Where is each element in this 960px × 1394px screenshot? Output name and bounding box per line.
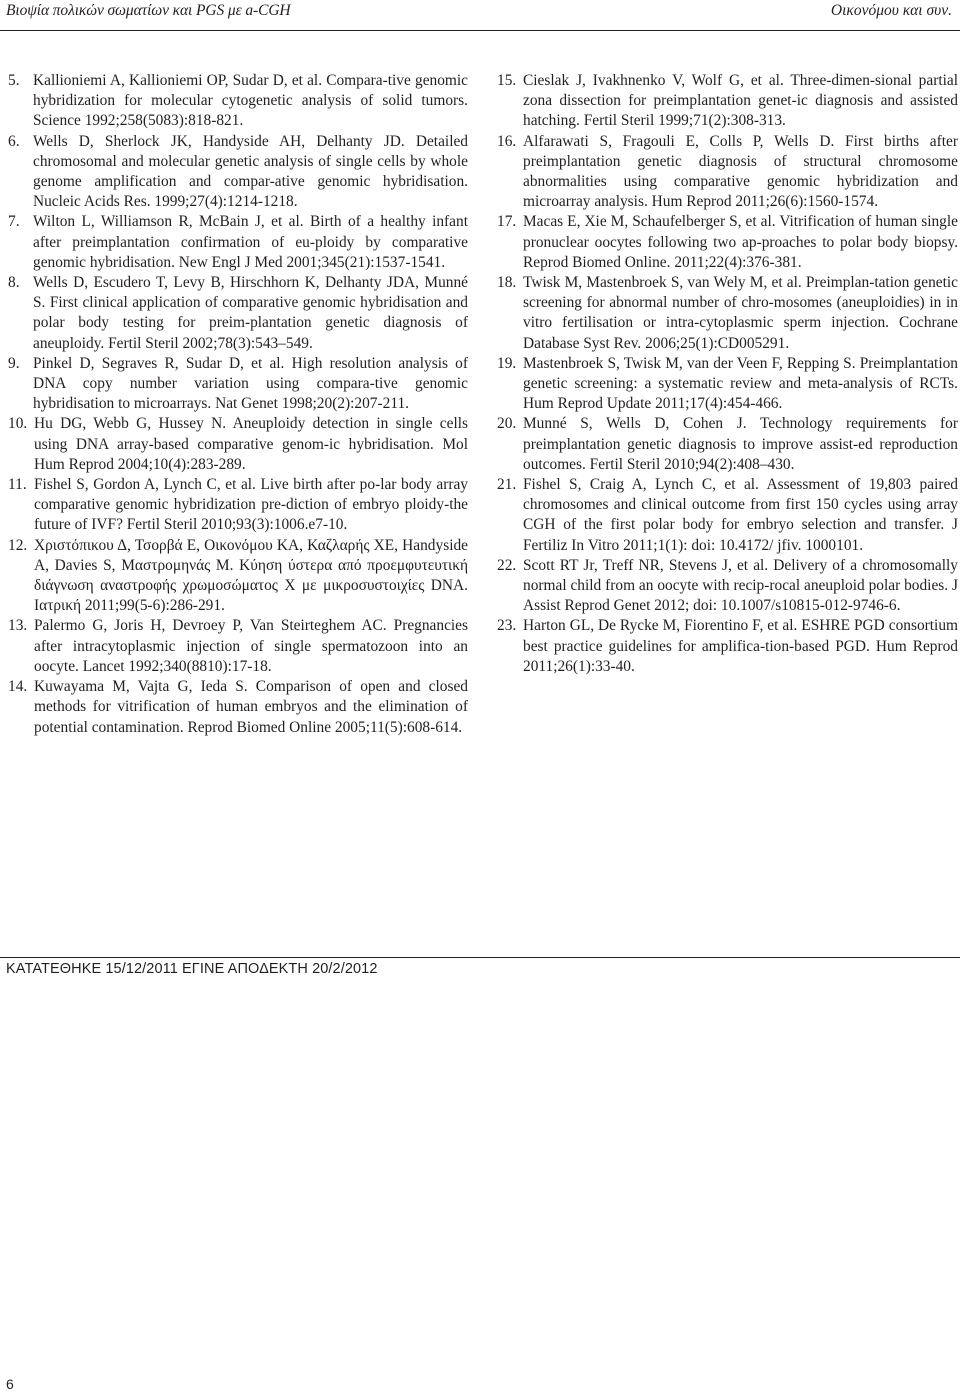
reference-item [8,71,468,132]
reference-text: Fishel S, Craig A, Lynch C, et al. Assessment of 19,803 paired chromosomes and clinical outcome from first 150 cycles using array CGH of the first polar body for embryo selection and transfer. J Fertiliz In Vitro 2011;1(1): doi: 10.4172/ jfiv. 1000101. [523,476,958,554]
reference-text: Wells D, Escudero T, Levy B, Hirschhorn K, Delhanty JDA, Munné S. First clinical application of comparative genomic hybridisation and polar body testing for preim-plantation genetic diagnosis of aneuploidy. Fertil Steril 2002;78(3):543–549. [33,274,468,352]
reference-text: Χριστόπικου Δ, Τσορβά Ε, Οικονόμου ΚΑ, Καζλαρής ΧΕ, Handyside A, Davies S, Μαστρομηνάς Μ. Κύηση ύστερα από προεμφυτευτική διάγνωση αναστροφής χρωμοσώματος Χ με μικροσυστοιχίες DNA. Ιατρική 2011;99(5-6):286-291. [34,536,468,615]
reference-item [497,556,958,617]
reference-text: Munné S, Wells D, Cohen J. Technology requirements for preimplantation genetic diagnosis to improve assist-ed reproduction outcomes. Fertil Steril 2010;94(2):408–430. [523,415,958,473]
reference-number: 8. [8,274,20,292]
reference-text: Palermo G, Joris H, Devroey P, Van Steirteghem AC. Pregnancies after intracytoplasmic injection of single spermatozoon into an oocyte. Lancet 1992;340(8810):17-18. [34,617,468,675]
reference-item [8,414,468,475]
reference-item [497,475,958,556]
running-header-title: Βιοψία πολικών σωματίων και PGS με a-CGH [6,2,291,19]
reference-item [497,132,958,213]
reference-number: 5. [8,72,20,89]
reference-number: 17. [497,213,517,231]
references-left-column [8,71,468,738]
reference-text: Kuwayama M, Vajta G, Ieda S. Comparison of open and closed methods for vitrification of human embryos and the elimination of potential contamination. Reprod Biomed Online 2005;11(5):608-614. [34,678,468,736]
reference-item [8,616,468,677]
reference-text: Kallioniemi A, Kallioniemi OP, Sudar D, et al. Compara-tive genomic hybridization for molecular cytogenetic analysis of solid tumors. Science 1992;258(5083):818-821. [33,72,468,130]
reference-text: Cieslak J, Ivakhnenko V, Wolf G, et al. Three-dimen-sional partial zona dissection for preimplantation genet-ic diagnosis and assisted hatching. Fertil Steril 1999;71(2):308-313. [523,72,958,130]
reference-number: 15. [497,72,517,89]
reference-number: 13. [8,617,28,635]
running-header-authors: Οικονόμου και συν. [830,2,952,19]
reference-item [8,475,468,536]
reference-number: 20. [497,415,517,433]
reference-number: 9. [8,354,20,372]
reference-number: 18. [497,274,517,292]
reference-item [8,536,468,617]
header-divider [0,30,960,31]
reference-number: 7. [8,213,20,231]
page-number: 6 [6,1376,14,1392]
footer-divider [0,957,960,958]
reference-number: 11. [8,476,27,494]
reference-text: Harton GL, De Rycke M, Fiorentino F, et al. ESHRE PGD consortium best practice guidelines for amplifica-tion-based PGD. Hum Reprod 2011;26(1):33-40. [523,617,958,675]
reference-number: 10. [8,415,28,433]
reference-number: 22. [497,556,517,574]
reference-text: Hu DG, Webb G, Hussey N. Aneuploidy detection in single cells using DNA array-based comparative genom-ic hybridisation. Mol Hum Reprod 2004;10(4):283-289. [34,415,468,473]
reference-item [8,273,468,354]
references-right-column [497,71,958,677]
reference-text: Pinkel D, Segraves R, Sudar D, et al. High resolution analysis of DNA copy number variation using compara-tive genomic hybridisation to microarrays. Nat Genet 1998;20(2):207-211. [33,354,468,413]
reference-number: 12. [8,536,28,554]
reference-number: 23. [497,617,517,635]
reference-item [497,414,958,475]
reference-text: Scott RT Jr, Treff NR, Stevens J, et al. Delivery of a chromosomally normal child from an oocyte with recip-rocal aneuploid polar bodies. J Assist Reprod Genet 2012; doi: 10.1007/s10815-012-9746-6. [523,556,958,615]
reference-item [497,354,958,415]
reference-item [497,71,958,132]
reference-item [8,677,468,738]
reference-item [8,132,468,213]
reference-item [8,354,468,415]
reference-text: Macas E, Xie M, Schaufelberger S, et al. Vitrification of human single pronuclear oocytes following two ap-proaches to polar body biopsy. Reprod Biomed Online. 2011;22(4):376-381. [523,213,958,271]
reference-text: Mastenbroek S, Twisk M, van der Veen F, Repping S. Preimplantation genetic screening: a systematic review and meta-analysis of RCTs. Hum Reprod Update 2011;17(4):454-466. [523,354,958,413]
reference-number: 16. [497,132,517,150]
reference-number: 21. [497,476,517,494]
submission-dates-note: ΚΑΤΑΤΕΘΗΚΕ 15/12/2011 ΕΓΙΝΕ ΑΠΟΔΕΚΤΗ 20/2/2012 [6,961,378,977]
reference-item [497,212,958,273]
reference-item [497,273,958,354]
reference-number: 19. [497,354,517,372]
reference-text: Twisk M, Mastenbroek S, van Wely M, et al. Preimplan-tation genetic screening for abnormal number of chro-mosomes (aneuploidies) in in vitro fertilisation or intra-cytoplasmic sperm injection. Cochrane Database Syst Rev. 2006;25(1):CD005291. [523,274,958,352]
reference-number: 14. [8,678,28,696]
reference-number: 6. [8,132,20,150]
reference-text: Wells D, Sherlock JK, Handyside AH, Delhanty JD. Detailed chromosomal and molecular genetic analysis of single cells by whole genome amplification and compar-ative genomic hybridisation. Nucleic Acids Res. 1999;27(4):1214-1218. [33,132,468,211]
reference-item [497,616,958,677]
reference-text: Fishel S, Gordon A, Lynch C, et al. Live birth after po-lar body array comparative genomic hybridization pre-diction of embryo ploidy-the future of IVF? Fertil Steril 2010;93(3):1006.e7-10. [34,476,468,534]
reference-item [8,212,468,273]
reference-text: Wilton L, Williamson R, McBain J, et al. Birth of a healthy infant after preimplantation confirmation of eu-ploidy by comparative genomic hybridisation. New Engl J Med 2001;345(21):1537-1541. [33,213,468,271]
reference-text: Alfarawati S, Fragouli E, Colls P, Wells D. First births after preimplantation genetic diagnosis of structural chromosome abnormalities using comparative genomic hybridization and microarray analysis. Hum Reprod 2011;26(6):1560-1574. [523,132,958,211]
